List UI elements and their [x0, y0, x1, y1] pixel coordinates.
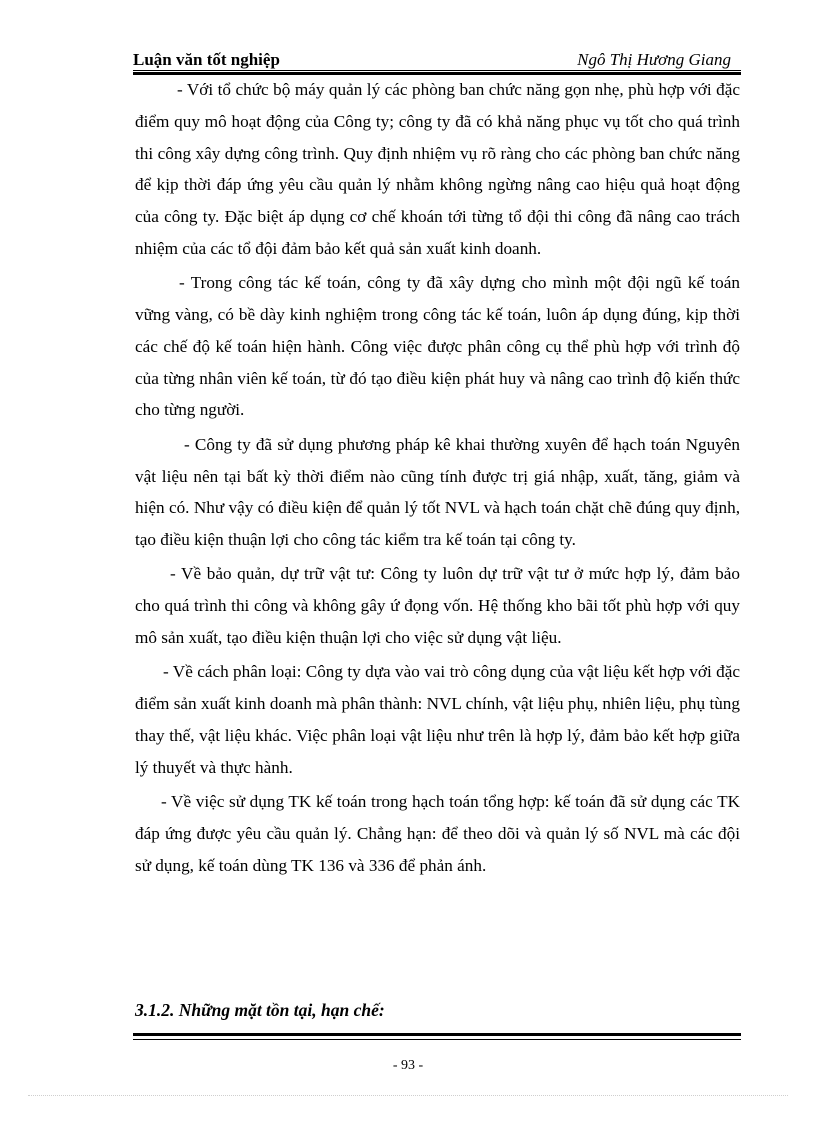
author-name: Ngô Thị Hương Giang [577, 50, 731, 69]
paragraph: - Công ty đã sử dụng phương pháp kê khai thường xuyên để hạch toán Nguyên vật liệu nên tại bất kỳ thời điểm nào cũng tính được trị giá nhập, xuất, tăng, giảm và hiện có. Như vậy có điều kiện để quản lý tốt NVL và hạch toán chặt chẽ đúng quy định, tạo điều kiện thuận lợi cho công tác kiểm tra kế toán tại công ty. [135, 434, 740, 550]
footer-rule-thick [133, 1033, 741, 1036]
paragraph: - Với tổ chức bộ máy quản lý các phòng ban chức năng gọn nhẹ, phù hợp với đặc điểm quy mô hoạt động của Công ty; công ty đã có khả năng phục vụ tốt cho quá trình thi công xây dựng công trình. Quy định nhiệm vụ rõ ràng cho các phòng ban chức năng để kịp thời đáp ứng yêu cầu quản lý nhằm không ngừng nâng cao hiệu quả hoạt động của công ty. Đặc biệt áp dụng cơ chế khoán tới từng tổ đội thi công đã nâng cao trách nhiệm của các tổ đội đảm bảo kết quả sản xuất kinh doanh. [135, 80, 740, 258]
document-title: Luận văn tốt nghiệp [133, 50, 280, 69]
paragraph: - Về việc sử dụng TK kế toán trong hạch toán tổng hợp: kế toán đã sử dụng các TK đáp ứng được yêu cầu quản lý. Chẳng hạn: để theo dõi và quản lý số NVL mà các đội sử dụng, kế toán dùng TK 136 và 336 để phản ánh. [135, 792, 740, 875]
footer-rule-thin [133, 1039, 741, 1040]
paragraph: - Về cách phân loại: Công ty dựa vào vai trò công dụng của vật liệu kết hợp với đặc điểm sản xuất kinh doanh mà phân thành: NVL chính, vật liệu phụ, nhiên liệu, phụ tùng thay thế, vật liệu khác. Việc phân loại vật liệu như trên là hợp lý, đảm bảo kết hợp giữa lý thuyết và thực hành. [135, 662, 740, 777]
paragraph: - Trong công tác kế toán, công ty đã xây dựng cho mình một đội ngũ kế toán vững vàng, có bề dày kinh nghiệm trong công tác kế toán, luôn áp dụng đúng, kịp thời các chế độ kế toán hiện hành. Công việc được phân công cụ thể phù hợp với trình độ của từng nhân viên kế toán, từ đó tạo điều kiện phát huy và nâng cao trình độ kiến thức cho từng người. [135, 273, 740, 420]
paragraph: - Về bảo quản, dự trữ vật tư: Công ty luôn dự trữ vật tư ở mức hợp lý, đảm bảo cho quá trình thi công và không gây ứ đọng vốn. Hệ thống kho bãi tốt phù hợp với quy mô sản xuất, tạo điều kiện thuận lợi cho việc sử dụng vật liệu. [135, 564, 740, 648]
page-header [133, 46, 741, 72]
page-edge-dotted-line [28, 1095, 788, 1096]
header-rule-thin [133, 70, 741, 71]
section-heading: 3.1.2. Những mặt tồn tại, hạn chế: [135, 1000, 385, 1020]
body-text [135, 74, 740, 884]
page-number: - 93 - [392, 1058, 424, 1073]
